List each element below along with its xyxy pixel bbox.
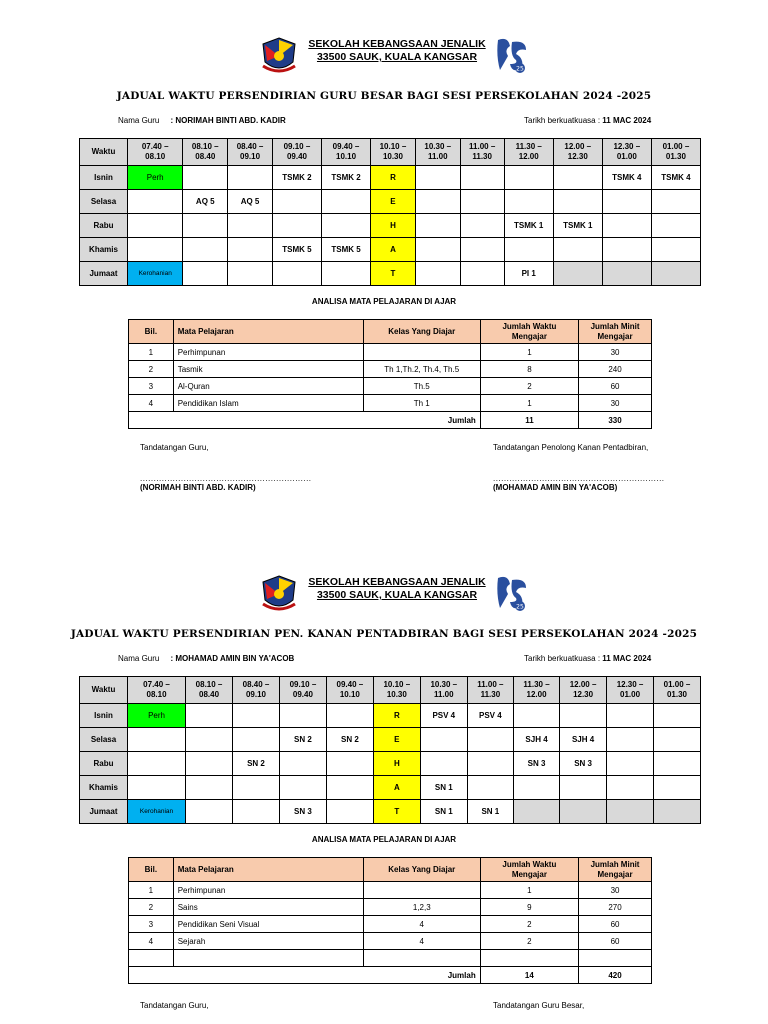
signature-left xyxy=(140,1001,209,1010)
timetable-cell: SN 1 xyxy=(420,800,467,824)
timetable-cell xyxy=(602,238,651,262)
timetable-cell xyxy=(272,214,321,238)
timetable-cell xyxy=(654,704,701,728)
timetable-cell: PSV 4 xyxy=(420,704,467,728)
timetable-cell xyxy=(553,166,602,190)
analysis-cell: 30 xyxy=(579,882,652,899)
analysis-header-cell: Jumlah Waktu Mengajar xyxy=(480,858,578,882)
timetable-cell: SN 2 xyxy=(279,728,326,752)
timetable-cell xyxy=(233,776,280,800)
analysis-header-cell: Kelas Yang Diajar xyxy=(363,858,480,882)
timetable-cell: SJH 4 xyxy=(560,728,607,752)
timetable-cell xyxy=(326,704,373,728)
signature-right-name: (MOHAMAD AMIN BIN YA'ACOB) xyxy=(493,483,618,492)
timetable-cell: SN 2 xyxy=(326,728,373,752)
school-name: SEKOLAH KEBANGSAAN JENALIK xyxy=(308,576,486,588)
timetable-cell: T xyxy=(373,800,420,824)
timetable-cell: Kerohanian xyxy=(128,800,186,824)
total-waktu: 14 xyxy=(480,967,578,984)
analysis-cell: 60 xyxy=(579,933,652,950)
timetable xyxy=(79,138,701,286)
timetable-cell xyxy=(560,704,607,728)
timetable-cell xyxy=(272,190,321,214)
timetable-cell xyxy=(128,776,186,800)
timetable-cell xyxy=(513,776,559,800)
waktu-header: Waktu xyxy=(80,677,128,704)
timetable-cell xyxy=(233,704,280,728)
analysis-header-cell: Mata Pelajaran xyxy=(173,320,363,344)
timetable-cell xyxy=(651,190,700,214)
analysis-cell: Th 1 xyxy=(363,395,480,412)
timetable-cell: Perh xyxy=(128,166,183,190)
analysis-cell: 4 xyxy=(129,395,174,412)
analysis-cell: 2 xyxy=(129,899,174,916)
timetable-cell xyxy=(460,190,504,214)
analysis-cell: Perhimpunan xyxy=(173,344,363,361)
period-header: 10.30 – 11.00 xyxy=(420,677,467,704)
analysis-cell: 2 xyxy=(480,378,578,395)
timetable-cell xyxy=(553,238,602,262)
timetable-cell: H xyxy=(373,752,420,776)
analysis-row xyxy=(129,916,652,933)
period-header: 01.00 – 01.30 xyxy=(651,139,700,166)
timetable-cell xyxy=(654,728,701,752)
signature-left-name: (NORIMAH BINTI ABD. KADIR) xyxy=(140,483,256,492)
timetable-cell xyxy=(553,190,602,214)
timetable-cell xyxy=(504,190,553,214)
signature-right-label: Tandatangan Penolong Kanan Pentadbiran, xyxy=(493,443,649,452)
analysis-row xyxy=(129,361,652,378)
teacher-name: Nama Guru : NORIMAH BINTI ABD. KADIR xyxy=(118,116,286,125)
analysis-row xyxy=(129,378,652,395)
analysis-cell: 240 xyxy=(579,361,652,378)
timetable-cell: Perh xyxy=(128,704,186,728)
timetable-cell: TSMK 4 xyxy=(602,166,651,190)
timetable-cell xyxy=(279,776,326,800)
timetable-cell xyxy=(651,262,700,286)
analysis-header-cell: Mata Pelajaran xyxy=(173,858,363,882)
analysis-total-row xyxy=(129,967,652,984)
analysis-cell: Sains xyxy=(173,899,363,916)
analysis-cell xyxy=(129,950,174,967)
timetable-row xyxy=(80,800,701,824)
analysis-row xyxy=(129,395,652,412)
timetable-header-row xyxy=(80,677,701,704)
analysis-header-cell: Kelas Yang Diajar xyxy=(363,320,480,344)
analysis-cell: 1 xyxy=(129,882,174,899)
timetable-cell xyxy=(326,776,373,800)
analysis-cell: 3 xyxy=(129,916,174,933)
day-label: Khamis xyxy=(80,776,128,800)
timetable-cell xyxy=(233,800,280,824)
timetable-cell xyxy=(228,214,273,238)
analysis-cell: Tasmik xyxy=(173,361,363,378)
period-header: 12.30 – 01.00 xyxy=(602,139,651,166)
analysis-cell xyxy=(363,950,480,967)
timetable-cell xyxy=(183,238,228,262)
school-crest-icon xyxy=(259,574,299,614)
timetable-cell xyxy=(128,752,186,776)
timetable-cell xyxy=(460,262,504,286)
analysis-cell xyxy=(363,882,480,899)
signature-right xyxy=(493,443,665,492)
timetable-cell: A xyxy=(371,238,416,262)
day-label: Isnin xyxy=(80,166,128,190)
analysis-cell: 2 xyxy=(480,933,578,950)
timetable-cell xyxy=(560,800,607,824)
timetable-cell: Kerohanian xyxy=(128,262,183,286)
timetable-cell xyxy=(467,752,513,776)
analysis-row xyxy=(129,899,652,916)
timetable-row xyxy=(80,262,701,286)
period-header: 09.40 – 10.10 xyxy=(326,677,373,704)
period-header: 10.10 – 10.30 xyxy=(371,139,416,166)
timetable-cell xyxy=(415,190,460,214)
analysis-row xyxy=(129,950,652,967)
analysis-cell: 4 xyxy=(363,916,480,933)
timetable-cell: PSV 4 xyxy=(467,704,513,728)
timetable-cell xyxy=(228,166,273,190)
timetable-cell xyxy=(279,752,326,776)
day-label: Rabu xyxy=(80,214,128,238)
period-header: 11.30 – 12.00 xyxy=(504,139,553,166)
school-address: 33500 SAUK, KUALA KANGSAR xyxy=(316,589,478,601)
period-header: 12.00 – 12.30 xyxy=(560,677,607,704)
timetable-cell xyxy=(553,262,602,286)
timetable-cell xyxy=(415,238,460,262)
timetable-cell xyxy=(607,776,654,800)
timetable-cell xyxy=(513,704,559,728)
timetable-cell xyxy=(420,752,467,776)
analysis-cell: 2 xyxy=(129,361,174,378)
timetable-cell: SJH 4 xyxy=(513,728,559,752)
timetable-cell xyxy=(272,262,321,286)
total-minit: 330 xyxy=(579,412,652,429)
school-crest-icon xyxy=(259,36,299,76)
timetable-cell xyxy=(460,214,504,238)
waktu-header: Waktu xyxy=(80,139,128,166)
period-header: 10.10 – 10.30 xyxy=(373,677,420,704)
analysis-cell: Pendidikan Seni Visual xyxy=(173,916,363,933)
period-header: 09.10 – 09.40 xyxy=(279,677,326,704)
school-header xyxy=(0,568,768,618)
day-label: Jumaat xyxy=(80,262,128,286)
timetable-cell: E xyxy=(371,190,416,214)
analysis-cell: 1 xyxy=(480,882,578,899)
analysis-table xyxy=(128,857,652,984)
signature-right-label: Tandatangan Guru Besar, xyxy=(493,1001,585,1010)
school-info xyxy=(306,576,488,602)
timetable-cell xyxy=(322,214,371,238)
school-address: 33500 SAUK, KUALA KANGSAR xyxy=(316,51,478,63)
sheet-title: JADUAL WAKTU PERSENDIRIAN PEN. KANAN PENTADBIRAN BAGI SESI PERSEKOLAHAN 2024 -2025 xyxy=(70,628,698,640)
period-header: 01.00 – 01.30 xyxy=(654,677,701,704)
signature-left-label: Tandatangan Guru, xyxy=(140,1001,209,1010)
timetable-cell xyxy=(602,190,651,214)
analysis-cell: 60 xyxy=(579,378,652,395)
timetable-cell: TSMK 5 xyxy=(272,238,321,262)
timetable-cell xyxy=(279,704,326,728)
timetable-cell xyxy=(233,728,280,752)
timetable-cell: TSMK 1 xyxy=(553,214,602,238)
timetable-cell xyxy=(654,752,701,776)
total-label: Jumlah xyxy=(129,412,481,429)
timetable-row xyxy=(80,238,701,262)
analysis-cell: 1 xyxy=(480,395,578,412)
timetable-cell xyxy=(460,166,504,190)
day-label: Jumaat xyxy=(80,800,128,824)
timetable-cell: SN 1 xyxy=(420,776,467,800)
timetable-cell: R xyxy=(373,704,420,728)
analysis-cell: Perhimpunan xyxy=(173,882,363,899)
timetable-cell: TSMK 2 xyxy=(322,166,371,190)
analysis-cell xyxy=(579,950,652,967)
timetable-cell xyxy=(415,262,460,286)
effective-date: Tarikh berkuatkuasa : 11 MAC 2024 xyxy=(524,654,652,663)
timetable-cell xyxy=(607,704,654,728)
signature-left-label: Tandatangan Guru, xyxy=(140,443,209,452)
analysis-cell: 60 xyxy=(579,916,652,933)
timetable-cell xyxy=(228,262,273,286)
period-header: 11.30 – 12.00 xyxy=(513,677,559,704)
timetable-cell xyxy=(467,728,513,752)
timetable-cell xyxy=(128,238,183,262)
timetable-cell xyxy=(186,800,233,824)
total-label: Jumlah xyxy=(129,967,481,984)
timetable-cell: SN 3 xyxy=(279,800,326,824)
analysis-cell: 3 xyxy=(129,378,174,395)
analysis-header-cell: Jumlah Minit Mengajar xyxy=(579,858,652,882)
analysis-header-cell: Jumlah Waktu Mengajar xyxy=(480,320,578,344)
signature-left-line: ............................................................... xyxy=(140,474,312,483)
timetable-cell: PI 1 xyxy=(504,262,553,286)
day-label: Khamis xyxy=(80,238,128,262)
timetable-cell xyxy=(128,728,186,752)
analysis-header-row xyxy=(129,320,652,344)
anniversary-logo-icon xyxy=(494,36,530,76)
analysis-cell: 30 xyxy=(579,344,652,361)
timetable-cell xyxy=(654,800,701,824)
school-info xyxy=(306,38,488,64)
timetable-cell: TSMK 2 xyxy=(272,166,321,190)
timetable-row xyxy=(80,214,701,238)
timetable-cell xyxy=(602,214,651,238)
timetable-cell xyxy=(560,776,607,800)
analysis-cell: 9 xyxy=(480,899,578,916)
timetable-cell xyxy=(602,262,651,286)
analysis-cell: Th 1,Th.2, Th.4, Th.5 xyxy=(363,361,480,378)
timetable-cell xyxy=(186,728,233,752)
analysis-row xyxy=(129,882,652,899)
timetable-cell xyxy=(415,166,460,190)
timetable-cell xyxy=(420,728,467,752)
analysis-total-row xyxy=(129,412,652,429)
timetable-cell: E xyxy=(373,728,420,752)
timetable-row xyxy=(80,166,701,190)
analysis-row xyxy=(129,933,652,950)
timetable-cell xyxy=(128,214,183,238)
timetable-cell: TSMK 4 xyxy=(651,166,700,190)
sheet-title: JADUAL WAKTU PERSENDIRIAN GURU BESAR BAGI SESI PERSEKOLAHAN 2024 -2025 xyxy=(116,90,652,102)
analysis-cell: 8 xyxy=(480,361,578,378)
day-label: Rabu xyxy=(80,752,128,776)
analysis-cell xyxy=(480,950,578,967)
timetable-cell xyxy=(504,238,553,262)
analysis-title: ANALISA MATA PELAJARAN DI AJAR xyxy=(311,297,457,306)
analysis-cell: 4 xyxy=(363,933,480,950)
timetable-cell xyxy=(513,800,559,824)
timetable-cell: SN 2 xyxy=(233,752,280,776)
period-header: 08.10 – 08.40 xyxy=(183,139,228,166)
analysis-cell: 4 xyxy=(129,933,174,950)
analysis-cell: 270 xyxy=(579,899,652,916)
analysis-cell: 1 xyxy=(480,344,578,361)
analysis-header-cell: Jumlah Minit Mengajar xyxy=(579,320,652,344)
timetable-row xyxy=(80,776,701,800)
analysis-cell xyxy=(363,344,480,361)
analysis-header-cell: Bil. xyxy=(129,858,174,882)
analysis-cell: 30 xyxy=(579,395,652,412)
teacher-name: Nama Guru : MOHAMAD AMIN BIN YA'ACOB xyxy=(118,654,295,663)
timetable-cell xyxy=(504,166,553,190)
timetable xyxy=(79,676,701,824)
analysis-cell: Sejarah xyxy=(173,933,363,950)
timetable-cell xyxy=(415,214,460,238)
timetable-row xyxy=(80,704,701,728)
timetable-cell xyxy=(467,776,513,800)
timetable-cell xyxy=(183,262,228,286)
timetable-row xyxy=(80,752,701,776)
timetable-cell xyxy=(128,190,183,214)
timetable-cell xyxy=(607,728,654,752)
timetable-cell: H xyxy=(371,214,416,238)
analysis-cell: Al-Quran xyxy=(173,378,363,395)
anniversary-logo-icon xyxy=(494,574,530,614)
timetable-cell: T xyxy=(371,262,416,286)
analysis-title: ANALISA MATA PELAJARAN DI AJAR xyxy=(311,835,457,844)
effective-date: Tarikh berkuatkuasa : 11 MAC 2024 xyxy=(524,116,652,125)
timetable-cell: AQ 5 xyxy=(183,190,228,214)
timetable-row xyxy=(80,190,701,214)
period-header: 08.10 – 08.40 xyxy=(186,677,233,704)
period-header: 08.40 – 09.10 xyxy=(228,139,273,166)
timetable-cell: R xyxy=(371,166,416,190)
svg-text:25: 25 xyxy=(516,603,524,611)
period-header: 09.10 – 09.40 xyxy=(272,139,321,166)
timetable-cell xyxy=(186,752,233,776)
period-header: 07.40 – 08.10 xyxy=(128,139,183,166)
timetable-cell xyxy=(654,776,701,800)
timetable-cell: AQ 5 xyxy=(228,190,273,214)
school-header xyxy=(0,30,768,80)
timetable-cell xyxy=(651,214,700,238)
timetable-header-row xyxy=(80,139,701,166)
analysis-row xyxy=(129,344,652,361)
analysis-cell xyxy=(173,950,363,967)
period-header: 12.00 – 12.30 xyxy=(553,139,602,166)
total-minit: 420 xyxy=(579,967,652,984)
period-header: 07.40 – 08.10 xyxy=(128,677,186,704)
period-header: 12.30 – 01.00 xyxy=(607,677,654,704)
timetable-cell xyxy=(183,166,228,190)
signature-right xyxy=(493,1001,584,1010)
period-header: 10.30 – 11.00 xyxy=(415,139,460,166)
timetable-cell xyxy=(186,776,233,800)
analysis-table xyxy=(128,319,652,429)
timetable-cell: TSMK 5 xyxy=(322,238,371,262)
analysis-header-row xyxy=(129,858,652,882)
analysis-cell: Th.5 xyxy=(363,378,480,395)
analysis-cell: 2 xyxy=(480,916,578,933)
analysis-cell: 1 xyxy=(129,344,174,361)
day-label: Selasa xyxy=(80,190,128,214)
timetable-cell xyxy=(322,190,371,214)
day-label: Selasa xyxy=(80,728,128,752)
period-header: 11.00 – 11.30 xyxy=(460,139,504,166)
timetable-cell xyxy=(322,262,371,286)
svg-text:25: 25 xyxy=(516,65,524,73)
analysis-cell: Pendidikan Islam xyxy=(173,395,363,412)
school-name: SEKOLAH KEBANGSAAN JENALIK xyxy=(308,38,486,50)
timetable-cell xyxy=(460,238,504,262)
timetable-cell xyxy=(607,752,654,776)
analysis-cell: 1,2,3 xyxy=(363,899,480,916)
analysis-header-cell: Bil. xyxy=(129,320,174,344)
timetable-cell xyxy=(186,704,233,728)
timetable-cell xyxy=(326,800,373,824)
timetable-row xyxy=(80,728,701,752)
period-header: 11.00 – 11.30 xyxy=(467,677,513,704)
timetable-cell: A xyxy=(373,776,420,800)
day-label: Isnin xyxy=(80,704,128,728)
period-header: 09.40 – 10.10 xyxy=(322,139,371,166)
period-header: 08.40 – 09.10 xyxy=(233,677,280,704)
timetable-cell: SN 3 xyxy=(560,752,607,776)
signature-left xyxy=(140,443,312,492)
timetable-cell: TSMK 1 xyxy=(504,214,553,238)
timetable-cell xyxy=(326,752,373,776)
timetable-cell xyxy=(228,238,273,262)
timetable-cell xyxy=(183,214,228,238)
timetable-cell: SN 3 xyxy=(513,752,559,776)
timetable-cell xyxy=(607,800,654,824)
timetable-cell xyxy=(651,238,700,262)
timetable-cell: SN 1 xyxy=(467,800,513,824)
signature-right-line: ............................................................... xyxy=(493,474,665,483)
total-waktu: 11 xyxy=(480,412,578,429)
